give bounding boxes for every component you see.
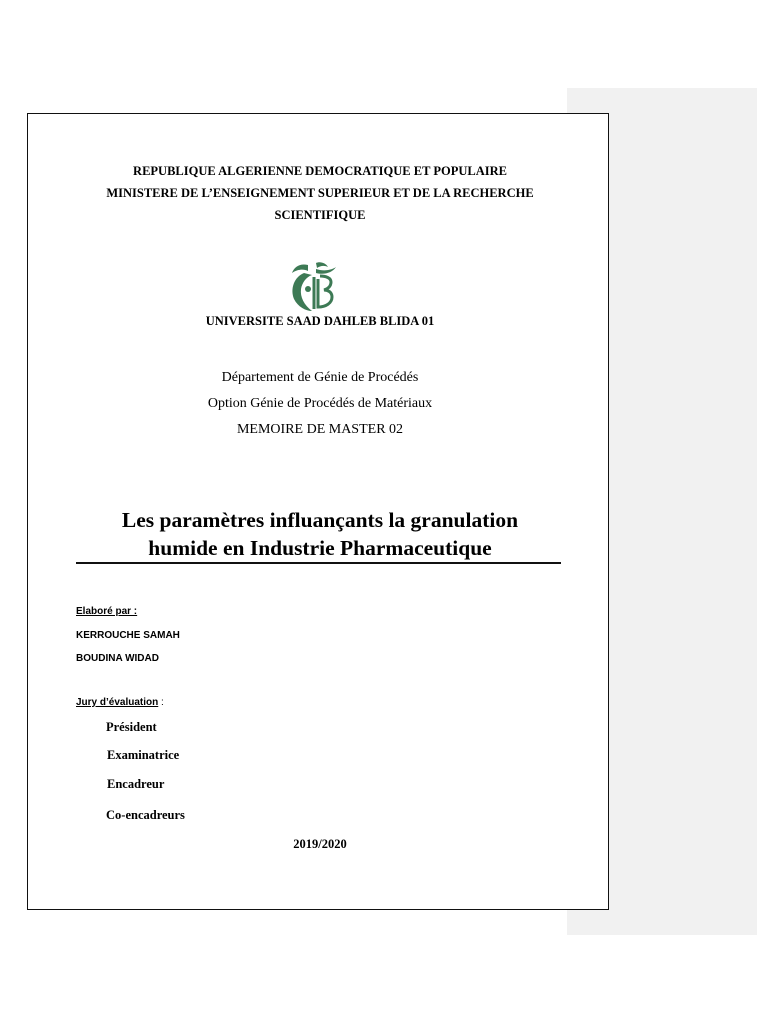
jury-role-encadreur: Encadreur bbox=[107, 777, 165, 791]
authors-label: Elaboré par : bbox=[76, 606, 138, 617]
thesis-title-line-1: Les paramètres influançants la granulation bbox=[121, 508, 519, 532]
header-block bbox=[28, 160, 612, 226]
department-line: Département de Génie de Procédés bbox=[221, 370, 419, 385]
jury-label: Jury d’évaluation bbox=[76, 697, 159, 708]
jury-role-examinatrice: Examinatrice bbox=[107, 748, 180, 762]
university-name: UNIVERSITE SAAD DAHLEB BLIDA 01 bbox=[205, 314, 435, 328]
title-underline-divider bbox=[76, 562, 561, 564]
cover-page-frame bbox=[27, 113, 609, 910]
jury-role-co-encadreurs: Co-encadreurs bbox=[106, 808, 185, 822]
header-line-republic: REPUBLIQUE ALGERIENNE DEMOCRATIQUE ET POPULAIRE bbox=[133, 164, 507, 178]
author-name-1: KERROUCHE SAMAH bbox=[76, 630, 180, 641]
option-line: Option Génie de Procédés de Matériaux bbox=[207, 396, 433, 411]
memoire-line: MEMOIRE DE MASTER 02 bbox=[236, 422, 404, 437]
thesis-title-line-2: humide en Industrie Pharmaceutique bbox=[148, 536, 492, 560]
thesis-title bbox=[28, 506, 612, 562]
academic-year: 2019/2020 bbox=[293, 837, 347, 851]
header-line-ministry: MINISTERE DE L’ENSEIGNEMENT SUPERIEUR ET DE LA RECHERCHE bbox=[106, 186, 534, 200]
jury-role-president: Président bbox=[106, 720, 157, 734]
jury-label-row bbox=[76, 697, 164, 708]
jury-label-colon: : bbox=[158, 697, 164, 708]
header-line-scientific: SCIENTIFIQUE bbox=[274, 208, 366, 222]
department-block bbox=[28, 365, 612, 443]
author-name-2: BOUDINA WIDAD bbox=[76, 653, 159, 664]
university-logo-icon bbox=[286, 259, 344, 317]
